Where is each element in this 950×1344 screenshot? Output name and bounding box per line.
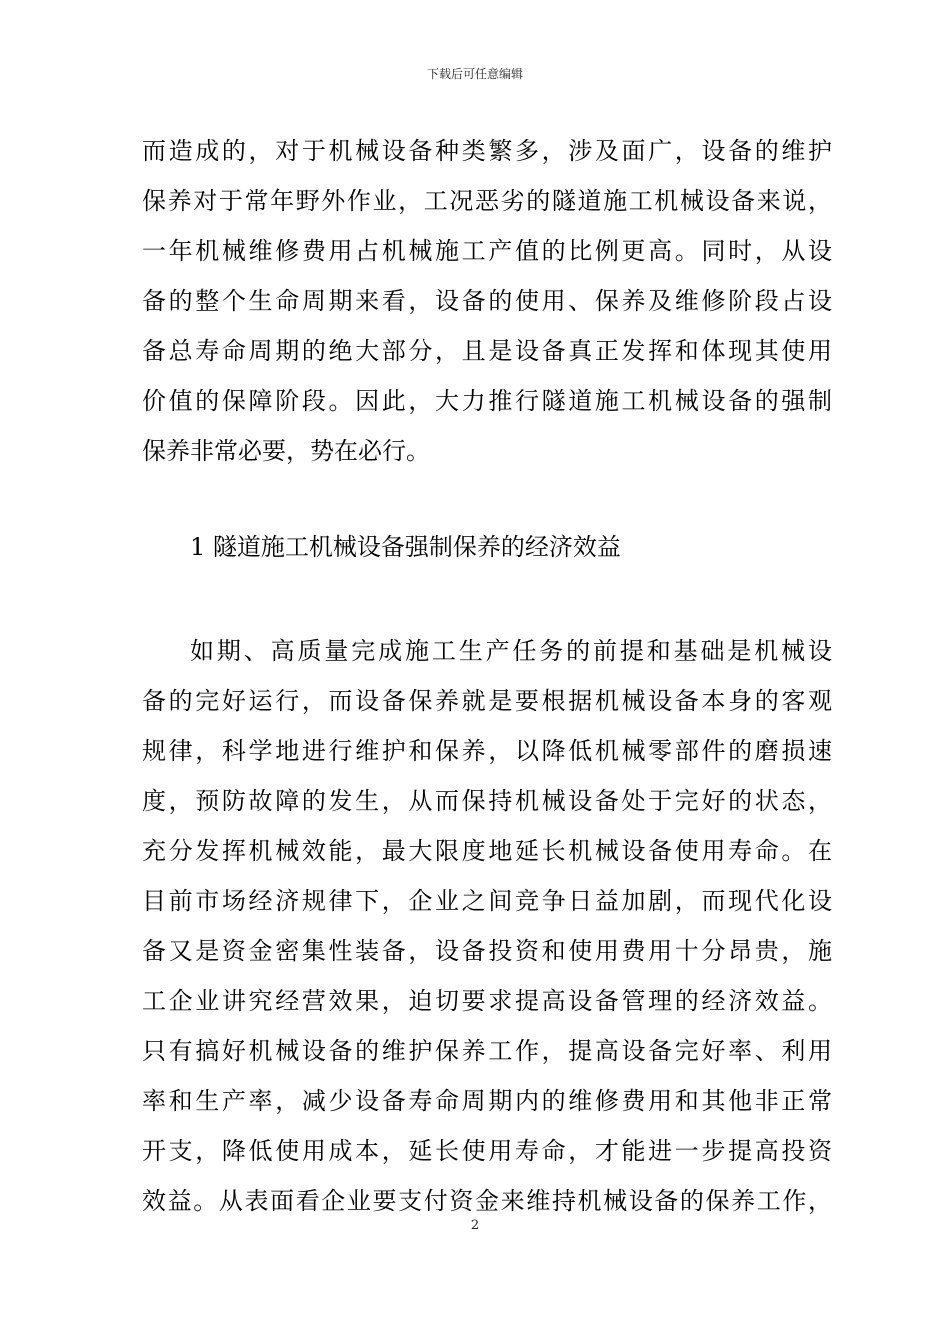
page-number: 2 bbox=[470, 1218, 480, 1233]
paragraph-line: 率和生产率，减少设备寿命周期内的维修费用和其他非正常 bbox=[142, 1087, 832, 1115]
paragraph-line: 备又是资金密集性装备，设备投资和使用费用十分昂贵，施 bbox=[142, 937, 832, 965]
paragraph-line: 充分发挥机械效能，最大限度地延长机械设备使用寿命。在 bbox=[142, 837, 832, 865]
paragraph-line: 规律，科学地进行维护和保养，以降低机械零部件的磨损速 bbox=[142, 737, 832, 765]
spacer bbox=[142, 572, 832, 626]
paragraph-line: 而造成的，对于机械设备种类繁多，涉及面广，设备的维护 bbox=[142, 137, 832, 165]
paragraph-line: 开支，降低使用成本，延长使用寿命，才能进一步提高投资 bbox=[142, 1137, 832, 1165]
spacer bbox=[142, 476, 832, 522]
paragraph-line: 备总寿命周期的绝大部分，且是设备真正发挥和体现其使用 bbox=[142, 337, 832, 365]
paragraph-line: 目前市场经济规律下，企业之间竞争日益加剧，而现代化设 bbox=[142, 887, 832, 915]
paragraph-line: 一年机械维修费用占机械施工产值的比例更高。同时，从设 bbox=[142, 237, 832, 265]
paragraph-line: 只有搞好机械设备的维护保养工作，提高设备完好率、利用 bbox=[142, 1037, 832, 1065]
paragraph-line: 效益。从表面看企业要支付资金来维持机械设备的保养工作， bbox=[142, 1187, 832, 1215]
paragraph-line: 备的完好运行，而设备保养就是要根据机械设备本身的客观 bbox=[142, 687, 832, 715]
page-header: 下载后可任意编辑 bbox=[426, 67, 523, 81]
paragraph-line: 如期、高质量完成施工生产任务的前提和基础是机械设 bbox=[190, 637, 832, 665]
paragraph-line: 工企业讲究经营效果，迫切要求提高设备管理的经济效益。 bbox=[142, 987, 832, 1015]
paragraph-2 bbox=[142, 626, 832, 1226]
paragraph-line: 度，预防故障的发生，从而保持机械设备处于完好的状态， bbox=[142, 787, 832, 815]
paragraph-line: 备的整个生命周期来看，设备的使用、保养及维修阶段占设 bbox=[142, 287, 832, 315]
paragraph-line: 保养对于常年野外作业，工况恶劣的隧道施工机械设备来说， bbox=[142, 187, 832, 215]
page-content bbox=[142, 126, 832, 1226]
paragraph-1 bbox=[142, 126, 832, 476]
paragraph-line: 保养非常必要，势在必行。 bbox=[142, 437, 430, 465]
section-heading: 1 隧道施工机械设备强制保养的经济效益 bbox=[190, 533, 621, 561]
paragraph-line: 价值的保障阶段。因此，大力推行隧道施工机械设备的强制 bbox=[142, 387, 832, 415]
